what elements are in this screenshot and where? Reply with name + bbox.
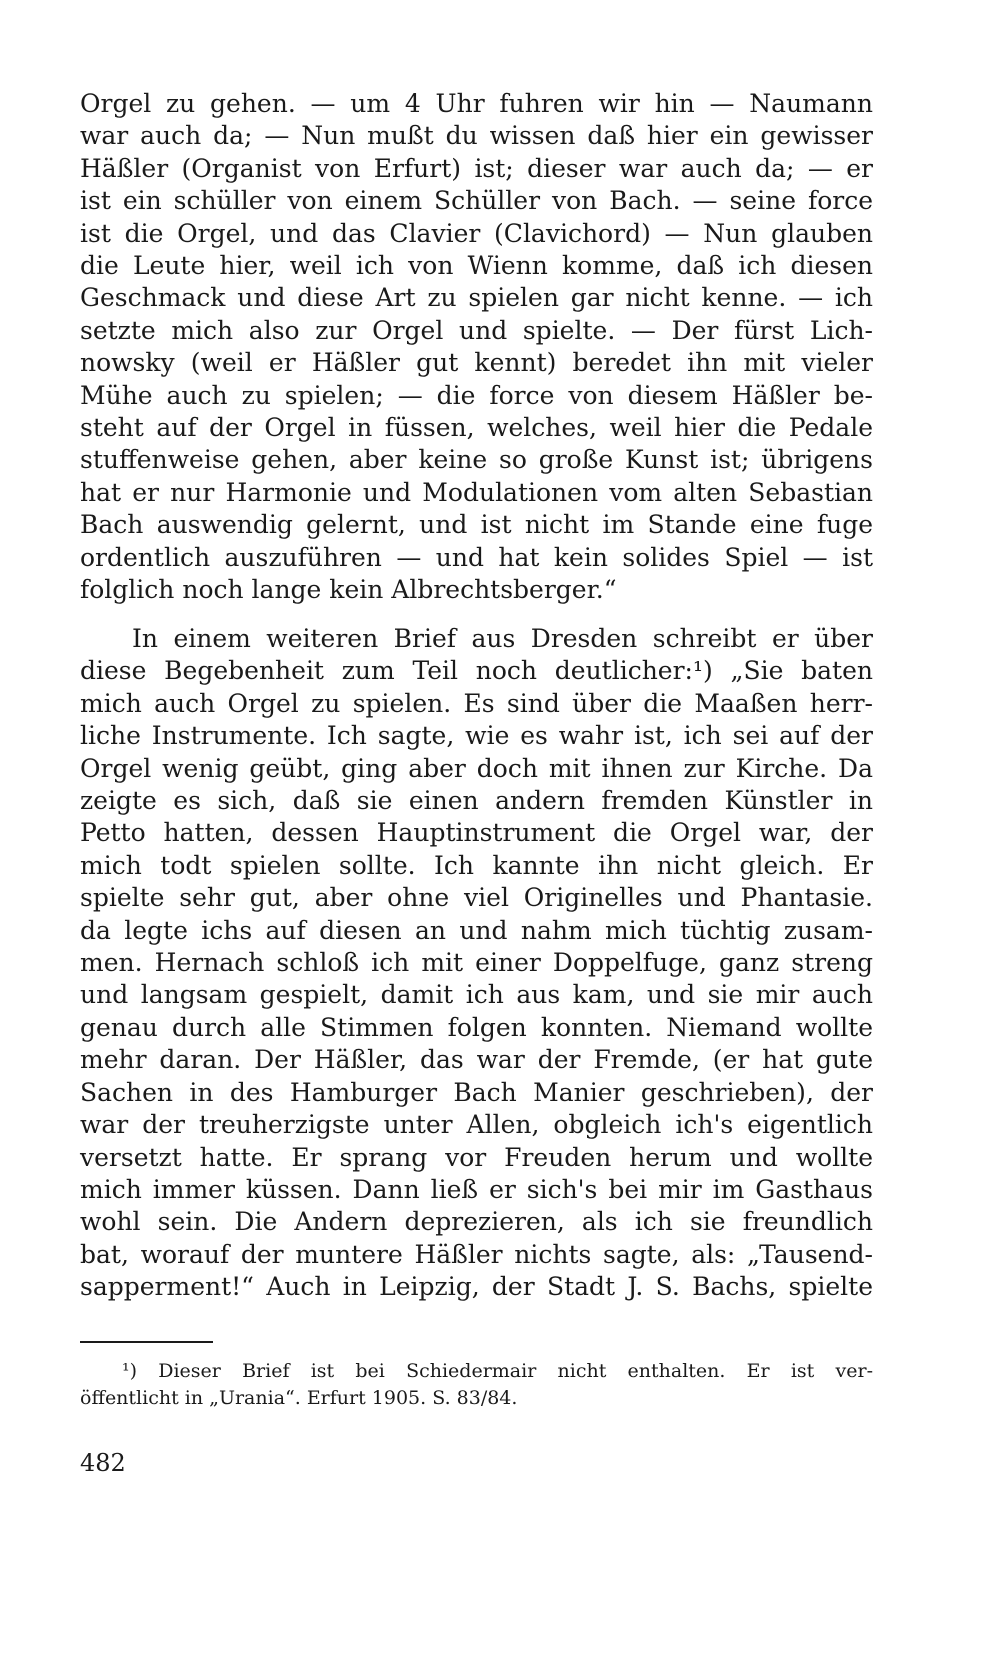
text-line: mehr daran. Der Häßler, das war der Fremde, (er hat gute [80,1045,873,1075]
text-line: hat er nur Harmonie und Modulationen vom alten Sebastian [80,477,873,507]
text-line: folglich noch lange kein Albrechtsberger.“ [80,575,617,605]
text-line: Bach auswendig gelernt, und ist nicht im Stande eine fuge [80,510,873,540]
text-line: men. Hernach schloß ich mit einer Doppelfuge, ganz streng [80,948,873,978]
text-line: Geschmack und diese Art zu spielen gar nicht kenne. — ich [80,283,873,313]
text-line: Sachen in des Hamburger Bach Manier geschrieben), der [80,1077,873,1107]
text-line: die Leute hier, weil ich von Wienn komme, daß ich diesen [80,251,873,281]
paragraph-dresden-letter [80,623,873,1304]
text-line: zeigte es sich, daß sie einen andern fremden Künstler in [80,786,873,816]
text-line: liche Instrumente. Ich sagte, wie es wahr ist, ich sei auf der [80,721,873,751]
text-line: Petto hatten, dessen Hauptinstrument die Orgel war, der [80,818,873,848]
text-line: mich todt spielen sollte. Ich kannte ihn nicht gleich. Er [80,850,873,880]
footnote-line: ¹) Dieser Brief ist bei Schiedermair nicht enthalten. Er ist ver- [122,1360,873,1382]
text-line: Häßler (Organist von Erfurt) ist; dieser war auch da; — er [80,153,873,183]
text-line: setzte mich also zur Orgel und spielte. — Der fürst Lich- [80,315,873,345]
text-line: stuffenweise gehen, aber keine so große Kunst ist; übrigens [80,445,873,475]
text-line: versetzt hatte. Er sprang vor Freuden herum und wollte [80,1142,873,1172]
text-line: Mühe auch zu spielen; — die force von diesem Häßler be- [80,380,873,410]
footnote-divider [80,1341,213,1343]
text-line: ordentlich auszuführen — und hat kein solides Spiel — ist [80,542,873,572]
footnote [80,1358,873,1412]
text-line: wohl sein. Die Andern deprezieren, als ich sie freundlich [80,1207,873,1237]
text-line: ist ein schüller von einem Schüller von Bach. — seine force [80,186,873,216]
text-line: spielte sehr gut, aber ohne viel Originelles und Phantasie. [80,883,873,913]
text-line: ist die Orgel, und das Clavier (Clavichord) — Nun glauben [80,218,873,248]
text-line: sapperment!“ Auch in Leipzig, der Stadt J. S. Bachs, spielte [80,1272,873,1302]
text-line: mich auch Orgel zu spielen. Es sind über die Maaßen herr- [80,688,873,718]
text-line: und langsam gespielt, damit ich aus kam, und sie mir auch [80,980,873,1010]
page-number: 482 [80,1449,126,1477]
footnote-line: öffentlicht in „Urania“. Erfurt 1905. S. 83/84. [80,1387,518,1409]
text-line: mich immer küssen. Dann ließ er sich's bei mir im Gasthaus [80,1174,873,1204]
text-line: genau durch alle Stimmen folgen konnten. Niemand wollte [80,1012,873,1042]
text-line: war der treuherzigste unter Allen, obgleich ich's eigentlich [80,1110,873,1140]
text-line: war auch da; — Nun mußt du wissen daß hier ein gewisser [80,121,873,151]
text-line: bat, worauf der muntere Häßler nichts sagte, als: „Tausend- [80,1239,873,1269]
text-line: Orgel wenig geübt, ging aber doch mit ihnen zur Kirche. Da [80,753,873,783]
paragraph-letter-quote [80,88,873,607]
text-line: diese Begebenheit zum Teil noch deutlicher:¹) „Sie baten [80,656,873,686]
text-line: nowsky (weil er Häßler gut kennt) beredet ihn mit vieler [80,348,873,378]
text-line: steht auf der Orgel in füssen, welches, weil hier die Pedale [80,413,873,443]
text-line: In einem weiteren Brief aus Dresden schreibt er über [132,624,873,653]
text-line: da legte ichs auf diesen an und nahm mich tüchtig zusam- [80,915,873,945]
text-line: Orgel zu gehen. — um 4 Uhr fuhren wir hin — Naumann [80,89,873,118]
